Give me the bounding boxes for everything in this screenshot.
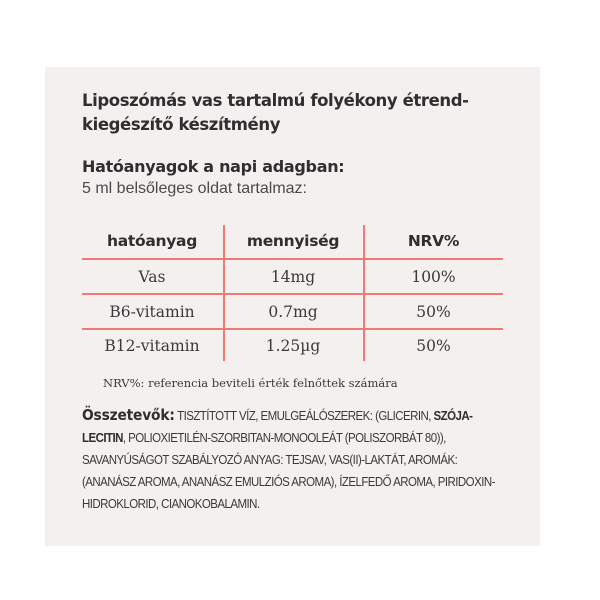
table-cell-amount: 14mg xyxy=(270,268,316,286)
nutrient-table xyxy=(82,225,503,361)
table-rule xyxy=(82,293,503,295)
product-title-line-2: kiegészítő készítmény xyxy=(82,115,281,134)
table-rule xyxy=(82,258,503,260)
table-header-substance: hatóanyag xyxy=(106,232,197,250)
table-cell-substance: B12-vitamin xyxy=(104,337,200,355)
table-column-divider xyxy=(363,225,365,361)
ingredients-text-part-2: , POLIOXIETILÉN-SZORBITAN-MONOOLEÁT (POLISZORBÁT 80)), SAVANYÚSÁGOT SZABÁLYOZÓ ANYAG: TEJSAV, VAS(II)-LAKTÁT, AROMÁK: (ANANÁSZ AROMA, ANANÁSZ EMULZIÓS AROMA), ÍZELFEDŐ AROMA, PIRIDOXIN-HIDROKLORID, CIANOKOBALAMIN. xyxy=(82,431,495,511)
table-cell-substance: B6-vitamin xyxy=(109,303,195,321)
table-cell-amount: 1.25µg xyxy=(265,337,321,355)
allergen-highlight: SZÓJA-LECITIN xyxy=(82,409,473,445)
ingredients-paragraph xyxy=(82,404,505,515)
ingredients-label: Összetevők: xyxy=(82,406,175,424)
product-title-line-1: Liposzómás vas tartalmú folyékony étrend- xyxy=(82,91,469,110)
table-rule xyxy=(82,328,503,330)
active-ingredients-heading: Hatóanyagok a napi adagban: xyxy=(82,157,345,176)
product-title xyxy=(82,89,532,137)
product-info-panel xyxy=(45,67,540,546)
dose-intro-text: 5 ml belsőleges oldat tartalmaz: xyxy=(82,180,307,197)
table-cell-amount: 0.7mg xyxy=(268,303,318,321)
table-cell-substance: Vas xyxy=(138,268,166,286)
ingredients-text-part-1: TISZTÍTOTT VÍZ, EMULGEÁLÓSZEREK: (GLICERIN, xyxy=(174,409,434,423)
table-cell-nrv: 50% xyxy=(416,303,451,321)
table-header-nrv: NRV% xyxy=(407,232,460,250)
table-column-divider xyxy=(223,225,225,361)
table-cell-nrv: 50% xyxy=(416,337,451,355)
nrv-footnote: NRV%: referencia beviteli érték felnőttek számára xyxy=(103,376,398,390)
table-cell-nrv: 100% xyxy=(411,268,456,286)
table-header-amount: mennyiség xyxy=(246,232,340,250)
